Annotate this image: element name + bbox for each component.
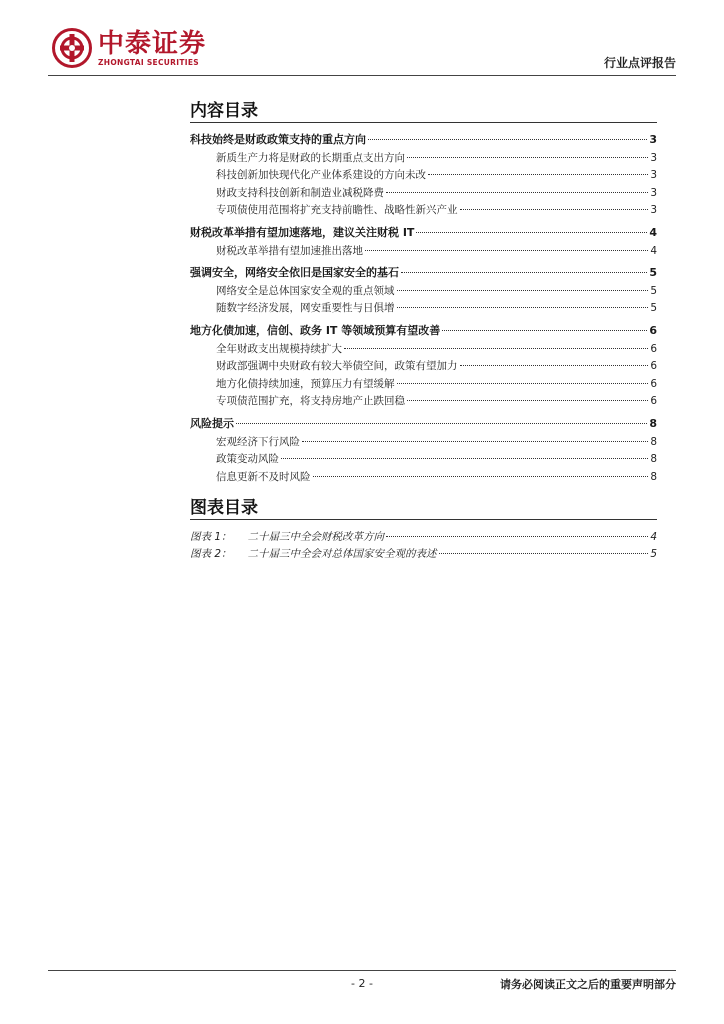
figures-title-divider xyxy=(190,519,657,520)
toc-leader-dots xyxy=(365,250,648,251)
toc-entry-text: 科技始终是财政政策支持的重点方向 xyxy=(190,133,366,146)
toc-section-entry[interactable] xyxy=(190,283,657,299)
toc-leader-dots xyxy=(407,400,648,401)
toc-page-number: 6 xyxy=(650,342,657,355)
toc-entry-text: 财税改革举措有望加速推出落地 xyxy=(216,244,363,257)
toc-leader-dots xyxy=(397,307,649,308)
toc-section-entry[interactable] xyxy=(190,341,657,357)
toc-leader-dots xyxy=(439,553,649,554)
toc-section-entry[interactable] xyxy=(190,300,657,316)
toc-leader-dots xyxy=(386,536,648,537)
toc-entry-text: 专项债使用范围将扩充支持前瞻性、战略性新兴产业 xyxy=(216,204,458,217)
toc-entry-text: 地方化债加速，信创、政务 IT 等领域预算有望改善 xyxy=(190,324,441,337)
toc-page-number: 4 xyxy=(650,244,657,257)
toc-page-number: 5 xyxy=(650,284,657,297)
toc-leader-dots xyxy=(416,232,647,233)
toc-entry-text: 强调安全，网络安全依旧是国家安全的基石 xyxy=(190,266,399,280)
toc-page-number: 8 xyxy=(650,435,657,448)
figure-title-text: 二十届三中全会财税改革方向 xyxy=(247,531,385,543)
figure-page-number: 4 xyxy=(650,531,657,543)
toc-page-number: 3 xyxy=(649,133,657,146)
toc-entry-text: 全年财政支出规模持续扩大 xyxy=(216,342,342,355)
toc-leader-dots xyxy=(442,330,647,331)
figure-label: 图表 1： xyxy=(190,531,232,543)
figures-title: 图表目录 xyxy=(190,498,258,518)
company-logo xyxy=(52,28,206,68)
page-number: - 2 - xyxy=(351,977,373,990)
contents-title: 内容目录 xyxy=(190,101,258,121)
toc-page-number: 6 xyxy=(649,324,657,337)
toc-entry-text: 宏观经济下行风险 xyxy=(216,435,300,448)
toc-leader-dots xyxy=(407,157,648,158)
toc-leader-dots xyxy=(344,348,648,349)
toc-leader-dots xyxy=(401,272,647,273)
figure-page-number: 5 xyxy=(650,548,657,560)
toc-entry-text: 新质生产力将是财政的长期重点支出方向 xyxy=(216,151,405,164)
toc-leader-dots xyxy=(302,441,648,442)
toc-entry-text: 财税改革举措有望加速落地，建议关注财税 IT xyxy=(190,226,415,239)
toc-section-entry[interactable] xyxy=(190,434,657,450)
toc-page-number: 3 xyxy=(650,151,657,164)
toc-page-number: 6 xyxy=(650,377,657,390)
toc-entry-text: 科技创新加快现代化产业体系建设的方向未改 xyxy=(216,169,426,182)
toc-leader-dots xyxy=(281,458,648,459)
disclaimer-note: 请务必阅读正文之后的重要声明部分 xyxy=(500,978,676,991)
toc-chapter-entry[interactable] xyxy=(190,323,657,339)
toc-section-entry[interactable] xyxy=(190,358,657,374)
toc-chapter-entry[interactable] xyxy=(190,225,657,241)
toc-entry-text: 专项债范围扩充，将支持房地产止跌回稳 xyxy=(216,395,405,408)
toc-page-number: 8 xyxy=(649,417,657,430)
toc-entry-text: 网络安全是总体国家安全观的重点领域 xyxy=(216,284,395,297)
contents-title-divider xyxy=(190,122,657,123)
figure-list-entry[interactable] xyxy=(190,529,657,545)
toc-section-entry[interactable] xyxy=(190,469,657,485)
toc-page-number: 8 xyxy=(650,453,657,466)
toc-leader-dots xyxy=(313,476,649,477)
header-divider xyxy=(48,75,676,76)
toc-page-number: 8 xyxy=(650,470,657,483)
toc-leader-dots xyxy=(236,423,647,424)
toc-page-number: 3 xyxy=(650,204,657,217)
toc-entry-text: 财政部强调中央财政有较大举债空间，政策有望加力 xyxy=(216,360,458,373)
toc-section-entry[interactable] xyxy=(190,202,657,218)
figure-title-text: 二十届三中全会对总体国家安全观的表述 xyxy=(247,548,437,560)
toc-leader-dots xyxy=(460,209,649,210)
toc-leader-dots xyxy=(386,192,648,193)
toc-entry-text: 政策变动风险 xyxy=(216,453,279,466)
toc-chapter-entry[interactable] xyxy=(190,132,657,148)
toc-leader-dots xyxy=(368,139,647,140)
report-type-label: 行业点评报告 xyxy=(603,56,676,70)
figure-label: 图表 2： xyxy=(190,548,232,560)
toc-section-entry[interactable] xyxy=(190,393,657,409)
toc-section-entry[interactable] xyxy=(190,451,657,467)
toc-leader-dots xyxy=(397,290,649,291)
toc-chapter-entry[interactable] xyxy=(190,416,657,432)
toc-page-number: 3 xyxy=(650,186,657,199)
toc-section-entry[interactable] xyxy=(190,167,657,183)
toc-page-number: 3 xyxy=(650,169,657,182)
toc-page-number: 6 xyxy=(650,395,657,408)
toc-page-number: 6 xyxy=(650,360,657,373)
toc-entry-text: 风险提示 xyxy=(190,417,234,430)
zhongtai-logo-icon xyxy=(52,28,92,68)
figure-list-entry[interactable] xyxy=(190,546,657,562)
toc-entry-text: 财政支持科技创新和制造业减税降费 xyxy=(216,186,384,199)
logo-chinese-name: 中泰证券 xyxy=(98,28,207,59)
toc-leader-dots xyxy=(397,383,649,384)
toc-page-number: 4 xyxy=(649,226,657,239)
toc-chapter-entry[interactable] xyxy=(190,265,657,281)
toc-entry-text: 地方化债持续加速，预算压力有望缓解 xyxy=(216,377,395,390)
page-header xyxy=(0,0,724,80)
toc-section-entry[interactable] xyxy=(190,376,657,392)
toc-section-entry[interactable] xyxy=(190,185,657,201)
toc-leader-dots xyxy=(428,174,648,175)
toc-entry-text: 信息更新不及时风险 xyxy=(216,470,311,483)
toc-page-number: 5 xyxy=(649,266,657,280)
toc-section-entry[interactable] xyxy=(190,150,657,166)
logo-english-name: ZHONGTAI SECURITIES xyxy=(98,57,199,67)
toc-page-number: 5 xyxy=(650,302,657,315)
toc-section-entry[interactable] xyxy=(190,243,657,259)
toc-entry-text: 随数字经济发展，网安重要性与日俱增 xyxy=(216,302,395,315)
footer-divider xyxy=(48,970,676,971)
toc-leader-dots xyxy=(460,365,649,366)
